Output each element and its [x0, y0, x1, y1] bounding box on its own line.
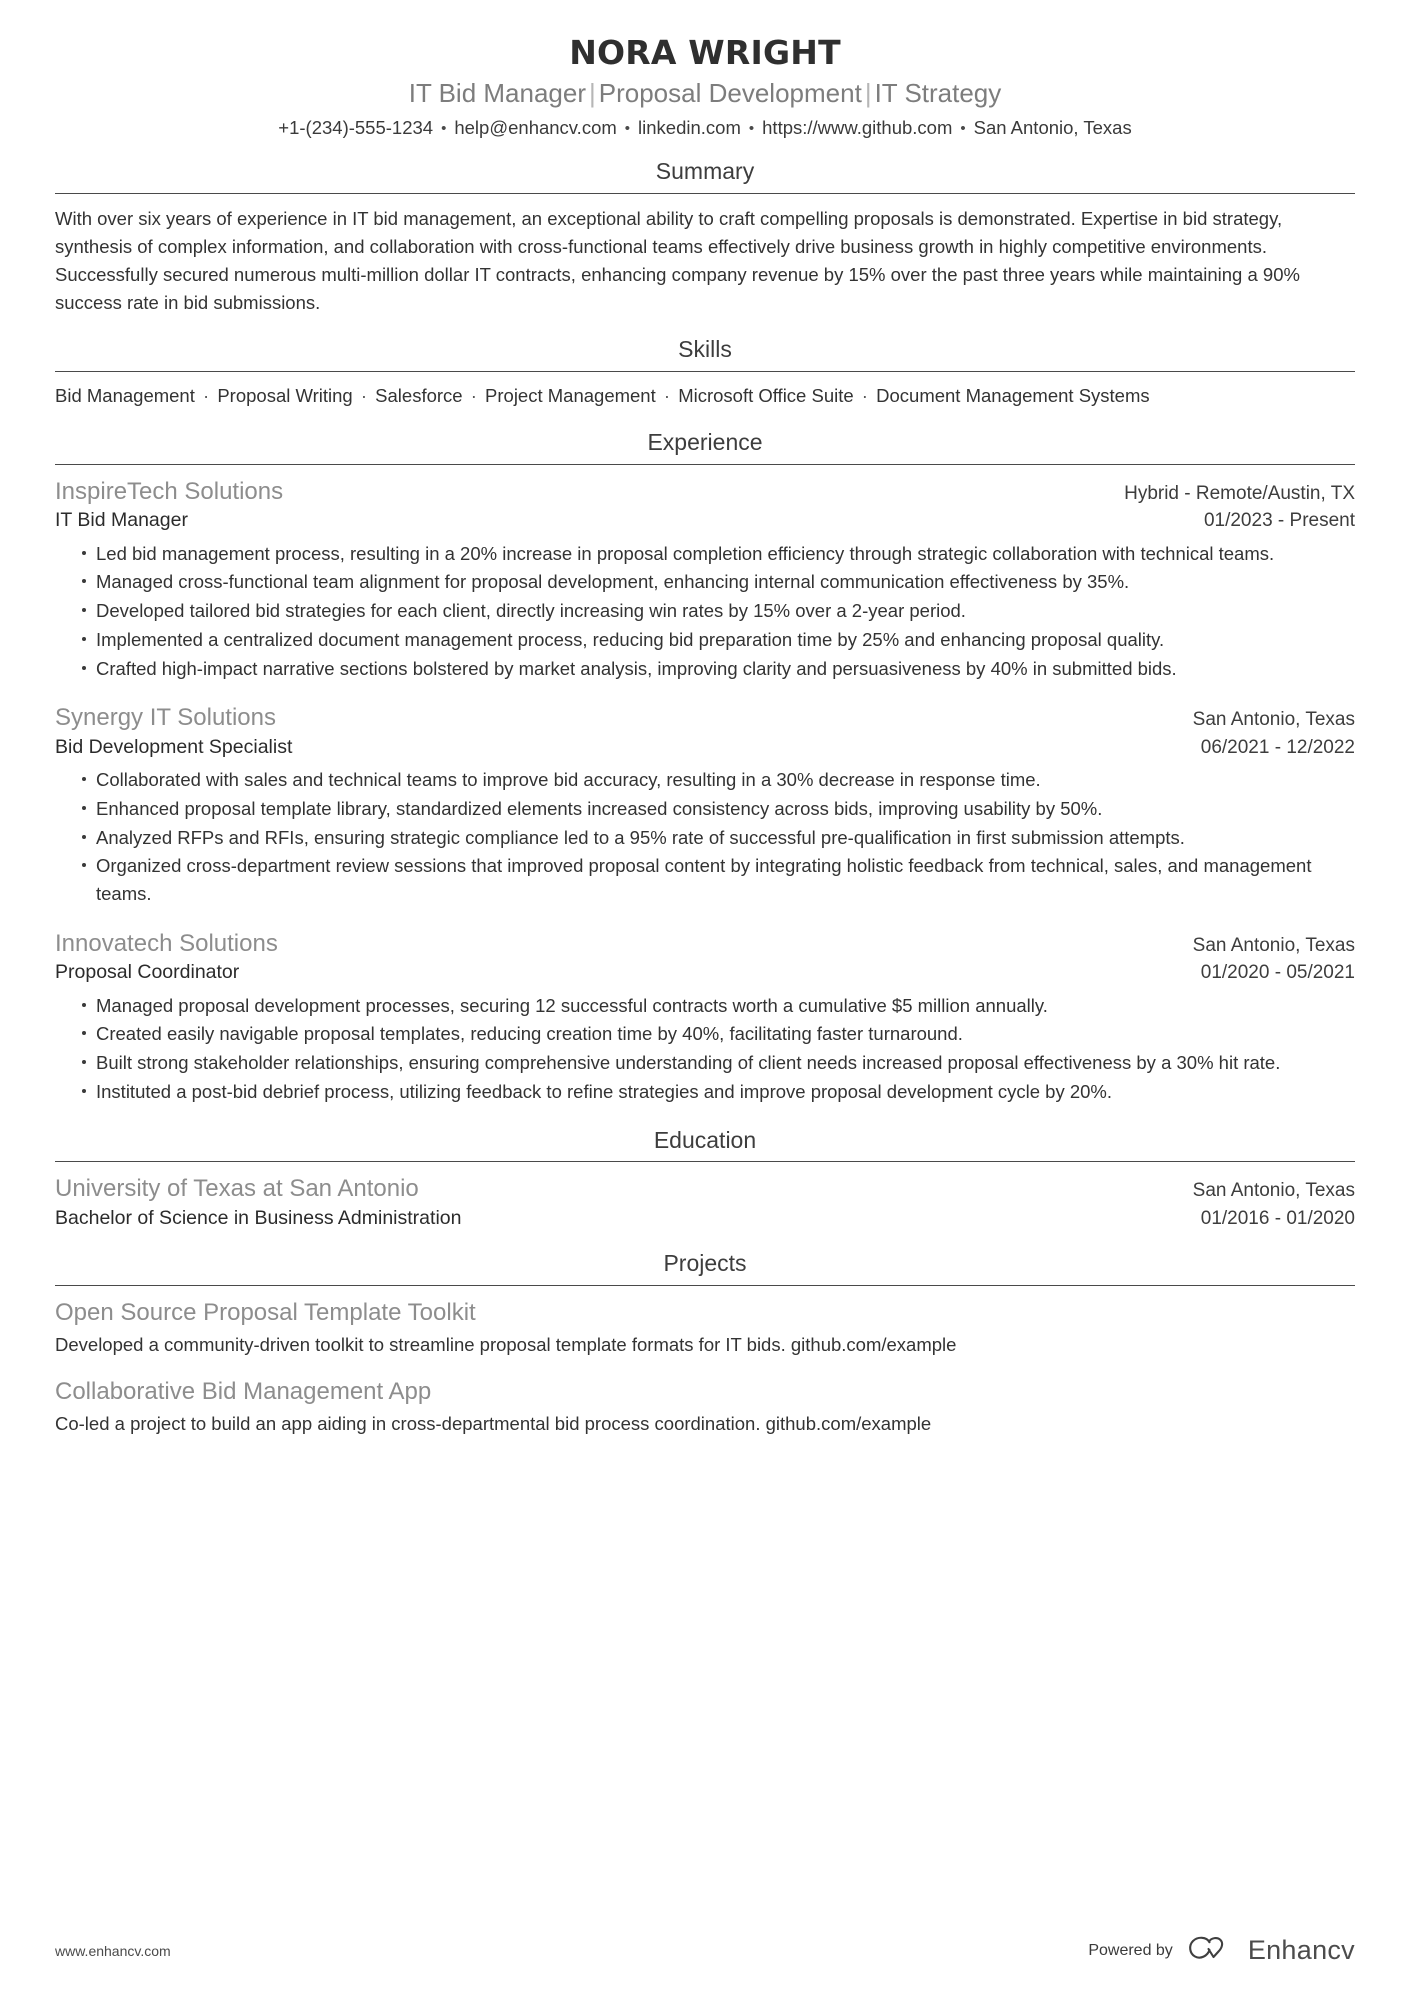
section-divider [55, 1161, 1355, 1162]
experience-role-row [55, 734, 1355, 761]
skills-list [55, 383, 1355, 410]
experience-company-row [55, 476, 1355, 507]
experience-company-row [55, 928, 1355, 959]
section-divider [55, 1285, 1355, 1286]
experience-company-row [55, 702, 1355, 733]
experience-company: Innovatech Solutions [55, 929, 278, 957]
experience-bullet: Instituted a post-bid debrief process, utilizing feedback to refine strategies and improve proposal development cycle by 20%. [82, 1078, 1355, 1106]
experience-bullet: Created easily navigable proposal templates, reducing creation time by 40%, facilitating faster turnaround. [82, 1020, 1355, 1048]
contact-item[interactable]: +1-(234)-555-1234 [278, 117, 434, 139]
experience-bullet: Organized cross-department review sessions that improved proposal content by integrating holistic feedback from technical, sales, and management teams. [82, 852, 1355, 908]
headline-part: IT Bid Manager [408, 77, 586, 108]
experience-bullet: Implemented a centralized document management process, reducing bid preparation time by 25% and enhancing proposal quality. [82, 626, 1355, 654]
enhancv-logo-icon [1187, 1934, 1239, 1967]
project-entry [55, 1297, 1355, 1359]
project-name: Collaborative Bid Management App [55, 1377, 432, 1405]
experience-bullets [55, 992, 1355, 1106]
experience-bullet: Analyzed RFPs and RFIs, ensuring strategic compliance led to a 95% rate of successful pre-qualification in first submission attempts. [82, 824, 1355, 852]
enhancv-brand [1187, 1934, 1355, 1967]
section-title-projects: Projects [663, 1249, 747, 1276]
contact-separator: • [624, 120, 631, 138]
experience-location: San Antonio, Texas [1192, 709, 1355, 731]
experience-bullet: Built strong stakeholder relationships, ensuring comprehensive understanding of client needs increased proposal effectiveness by a 30% hit rate. [82, 1049, 1355, 1077]
skill-separator: · [658, 385, 676, 407]
education-dates: 01/2016 - 01/2020 [1200, 1207, 1355, 1229]
experience-company: Synergy IT Solutions [55, 704, 277, 732]
contact-item[interactable]: linkedin.com [638, 117, 741, 139]
experience-dates: 06/2021 - 12/2022 [1200, 736, 1355, 758]
contact-item[interactable]: San Antonio, Texas [973, 117, 1132, 139]
skill-separator: · [856, 385, 874, 407]
skill-item: Salesforce [375, 385, 463, 407]
experience-bullet: Enhanced proposal template library, standardized elements increased consistency across bids, improving usability by 50%. [82, 795, 1355, 823]
headline-separator: | [589, 77, 596, 108]
experience-bullets [55, 540, 1355, 683]
experience-bullets [55, 766, 1355, 908]
contact-line [55, 116, 1355, 139]
candidate-name: NORA WRIGHT [569, 33, 841, 72]
skill-item: Proposal Writing [217, 385, 353, 407]
experience-bullet: Developed tailored bid strategies for each client, directly increasing win rates by 15% over a 2-year period. [82, 597, 1355, 625]
experience-role-row [55, 959, 1355, 986]
section-divider [55, 464, 1355, 465]
education-location: San Antonio, Texas [1192, 1180, 1355, 1202]
resume-header [55, 34, 1355, 139]
skill-item: Bid Management [55, 385, 195, 407]
experience-role: Proposal Coordinator [55, 961, 240, 984]
experience-bullet: Collaborated with sales and technical teams to improve bid accuracy, resulting in a 30% decrease in response time. [82, 766, 1355, 794]
skill-item: Microsoft Office Suite [678, 385, 854, 407]
section-title-skills: Skills [678, 336, 732, 363]
project-description: Developed a community-driven toolkit to streamline proposal template formats for IT bids. github.com/example [55, 1334, 957, 1356]
headline-separator: | [864, 77, 872, 108]
section-experience [55, 428, 1355, 1106]
experience-role-row [55, 507, 1355, 534]
experience-location: San Antonio, Texas [1192, 934, 1355, 956]
section-projects [55, 1249, 1355, 1438]
powered-by-label: Powered by [1088, 1941, 1173, 1959]
skill-item: Document Management Systems [876, 385, 1150, 407]
section-summary [55, 157, 1355, 317]
section-skills [55, 335, 1355, 410]
candidate-headline [55, 78, 1355, 109]
contact-separator: • [748, 120, 755, 138]
skill-separator: · [465, 385, 483, 407]
experience-role: IT Bid Manager [55, 508, 188, 531]
experience-list [55, 476, 1355, 1106]
skill-item: Project Management [485, 385, 656, 407]
contact-item[interactable]: https://www.github.com [762, 117, 953, 139]
education-degree-row [55, 1205, 1355, 1231]
section-divider [55, 371, 1355, 372]
experience-bullet: Crafted high-impact narrative sections bolstered by market analysis, improving clarity and persuasiveness by 40% in submitted bids. [82, 655, 1355, 683]
contact-item[interactable]: help@enhancv.com [454, 117, 617, 139]
experience-bullet: Led bid management process, resulting in a 20% increase in proposal completion efficiency through strategic collaboration with technical teams. [82, 540, 1355, 568]
experience-location: Hybrid - Remote/Austin, TX [1124, 482, 1355, 504]
section-title-summary: Summary [655, 158, 755, 185]
footer-branding [1088, 1934, 1355, 1967]
education-school-row [55, 1173, 1355, 1204]
section-divider [55, 193, 1355, 194]
education-list [55, 1173, 1355, 1231]
experience-entry [55, 476, 1355, 683]
headline-part: IT Strategy [874, 77, 1002, 108]
experience-entry [55, 702, 1355, 908]
education-entry [55, 1173, 1355, 1231]
summary-text: With over six years of experience in IT bid management, an exceptional ability to craft compelling proposals is demonstrated. Expertise in bid strategy, synthesis of complex information, and collaboration with cross-functional teams effectively drive business growth in highly competitive environments. Successfully secured numerous multi-million dollar IT contracts, enhancing company revenue by 15% over the past three years while maintaining a 90% success rate in bid submissions. [55, 208, 1300, 314]
project-entry [55, 1376, 1355, 1438]
experience-entry [55, 928, 1355, 1106]
enhancv-wordmark: Enhancv [1247, 1935, 1355, 1965]
contact-separator: • [960, 120, 966, 138]
experience-dates: 01/2023 - Present [1203, 509, 1355, 531]
experience-dates: 01/2020 - 05/2021 [1200, 962, 1355, 984]
section-title-experience: Experience [647, 429, 763, 455]
section-education [55, 1126, 1355, 1231]
contact-separator: • [441, 120, 447, 138]
section-title-education: Education [653, 1126, 757, 1153]
experience-bullet: Managed cross-functional team alignment for proposal development, enhancing internal communication effectiveness by 35%. [82, 568, 1355, 596]
project-name: Open Source Proposal Template Toolkit [55, 1298, 476, 1326]
skill-separator: · [197, 385, 215, 407]
project-description: Co-led a project to build an app aiding in cross-departmental bid process coordination. github.com/example [55, 1413, 932, 1435]
experience-role: Bid Development Specialist [55, 735, 293, 758]
skill-separator: · [355, 385, 373, 407]
experience-bullet: Managed proposal development processes, securing 12 successful contracts worth a cumulative $5 million annually. [82, 992, 1355, 1020]
headline-part: Proposal Development [598, 77, 862, 108]
projects-list [55, 1297, 1355, 1438]
education-school: University of Texas at San Antonio [55, 1175, 419, 1203]
page-footer [55, 1934, 1355, 1967]
education-degree: Bachelor of Science in Business Administration [55, 1206, 462, 1229]
experience-company: InspireTech Solutions [55, 477, 284, 505]
footer-website-link[interactable]: www.enhancv.com [55, 1942, 171, 1959]
